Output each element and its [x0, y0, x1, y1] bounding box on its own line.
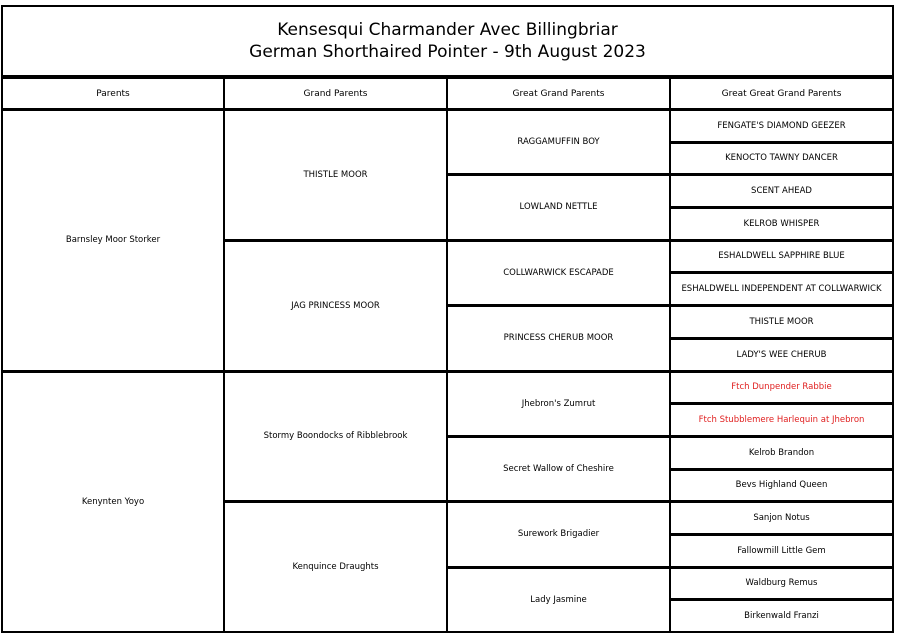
grand-parent-cell: Kenquince Draughts	[223, 501, 448, 633]
great-great-grand-parent-cell: Ftch Stubblemere Harlequin at Jhebron	[669, 403, 894, 437]
column-header: Great Great Grand Parents	[669, 77, 894, 110]
great-grand-parent-cell: Lady Jasmine	[446, 567, 671, 633]
grand-parent-cell: JAG PRINCESS MOOR	[223, 240, 448, 372]
grand-parent-cell: THISTLE MOOR	[223, 109, 448, 241]
great-great-grand-parent-cell: FENGATE'S DIAMOND GEEZER	[669, 109, 894, 143]
great-great-grand-parent-cell: ESHALDWELL INDEPENDENT AT COLLWARWICK	[669, 272, 894, 306]
great-great-grand-parent-cell: KENOCTO TAWNY DANCER	[669, 142, 894, 175]
column-header: Great Grand Parents	[446, 77, 671, 110]
great-grand-parent-cell: Surework Brigadier	[446, 501, 671, 568]
great-grand-parent-cell: Secret Wallow of Cheshire	[446, 436, 671, 502]
column-header: Grand Parents	[223, 77, 448, 110]
column-header: Parents	[1, 77, 225, 110]
great-great-grand-parent-cell: ESHALDWELL SAPPHIRE BLUE	[669, 240, 894, 273]
great-great-grand-parent-cell: Fallowmill Little Gem	[669, 534, 894, 568]
great-grand-parent-cell: RAGGAMUFFIN BOY	[446, 109, 671, 175]
great-grand-parent-cell: Jhebron's Zumrut	[446, 371, 671, 437]
great-grand-parent-cell: PRINCESS CHERUB MOOR	[446, 305, 671, 372]
dog-name: Kensesqui Charmander Avec Billingbriar	[277, 20, 618, 40]
great-great-grand-parent-cell: Ftch Dunpender Rabbie	[669, 371, 894, 404]
great-great-grand-parent-cell: Sanjon Notus	[669, 501, 894, 535]
breed-and-date: German Shorthaired Pointer - 9th August 2023	[249, 42, 646, 62]
great-great-grand-parent-cell: Bevs Highland Queen	[669, 469, 894, 502]
parent-cell: Kenynten Yoyo	[1, 371, 225, 633]
great-grand-parent-cell: LOWLAND NETTLE	[446, 174, 671, 241]
parent-cell: Barnsley Moor Storker	[1, 109, 225, 372]
grand-parent-cell: Stormy Boondocks of Ribblebrook	[223, 371, 448, 502]
great-great-grand-parent-cell: SCENT AHEAD	[669, 174, 894, 208]
great-great-grand-parent-cell: THISTLE MOOR	[669, 305, 894, 339]
great-great-grand-parent-cell: LADY'S WEE CHERUB	[669, 338, 894, 372]
great-grand-parent-cell: COLLWARWICK ESCAPADE	[446, 240, 671, 306]
pedigree-title	[1, 5, 894, 77]
great-great-grand-parent-cell: Waldburg Remus	[669, 567, 894, 600]
great-great-grand-parent-cell: KELROB WHISPER	[669, 207, 894, 241]
great-great-grand-parent-cell: Birkenwald Franzi	[669, 599, 894, 633]
great-great-grand-parent-cell: Kelrob Brandon	[669, 436, 894, 470]
